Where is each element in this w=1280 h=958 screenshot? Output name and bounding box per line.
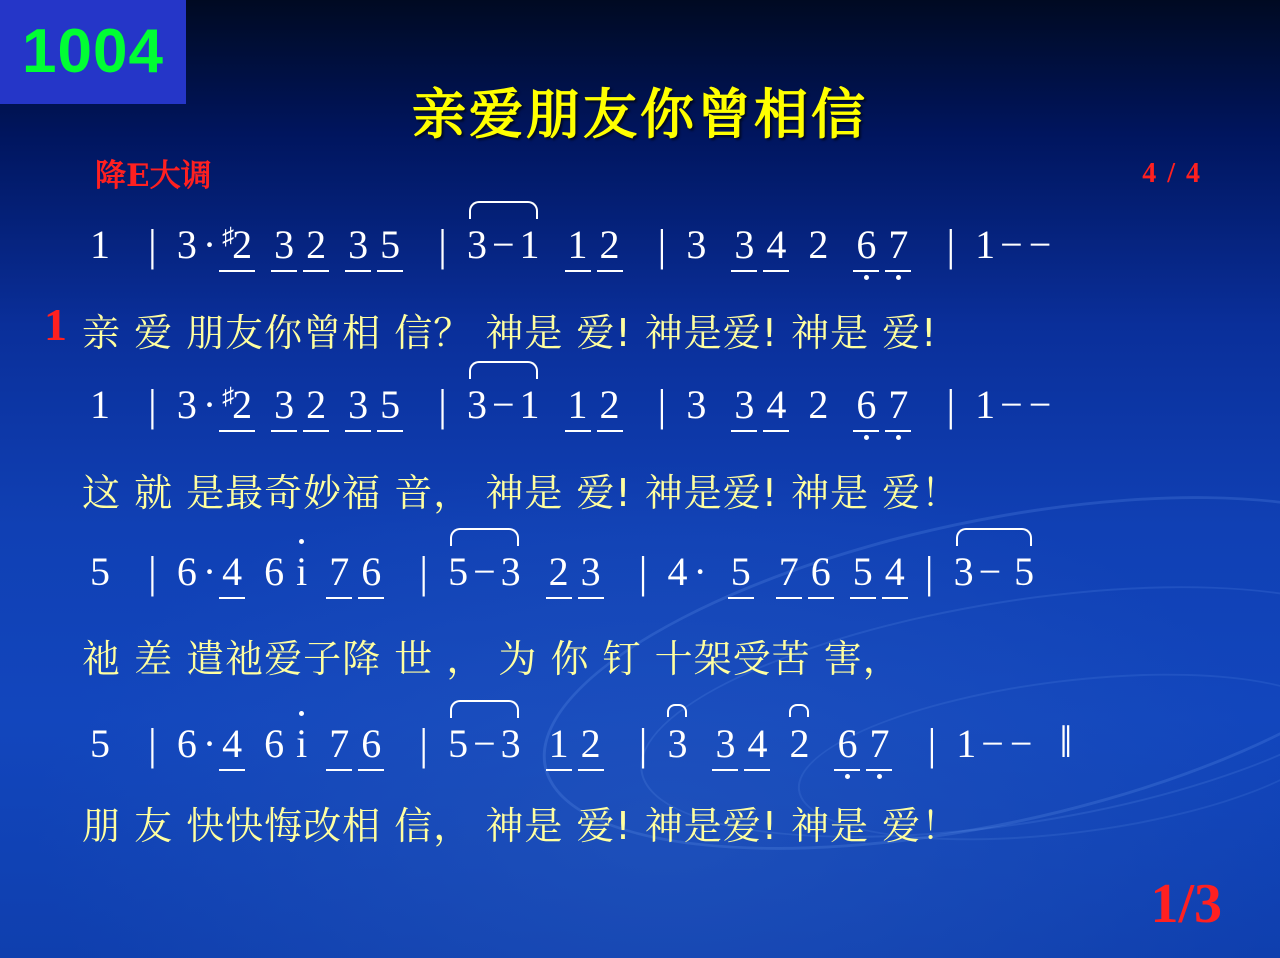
verse-number-label: 1 [44,299,67,350]
hymn-number-text: 1004 [22,17,164,86]
time-signature-label: 4 / 4 [1142,158,1202,189]
lyrics-line-2: 这 就 是最奇妙福 音， 神是 爱! 神是爱! 神是 爱！ [82,471,961,515]
notation-line-3: 5 | 6 · 4 6 i 7 6 | 5 − 3 2 3 | 4 · 5 7 6 5 4 | 3 − 5 [90,548,1035,597]
key-signature-label: 降E大调 [95,158,212,194]
notation-line-2: 1 | 3 · ♯2 3 2 3 5 | 3 − 1 1 2 | 3 3 4 2 6 7 | 1 − − [90,381,1052,430]
notation-line-4: 5 | 6 · 4 6 i 7 6 | 5 − 3 1 2 | 3 3 4 2 6 7 | 1 − − ‖ [90,716,1069,769]
lyrics-line-4: 朋 友 快快悔改相 信， 神是 爱! 神是爱! 神是 爱！ [82,804,961,848]
lyrics-line-3: 祂 差 遣祂爱子降 世 ， 为 你 钉 十架受苦 害， [82,637,902,681]
page-indicator: 1/3 [1150,873,1222,935]
lyrics-line-1: 亲 爱 朋友你曾相 信？ 神是 爱! 神是爱! 神是 爱! [82,311,938,355]
page-title: 亲爱朋友你曾相信 [412,83,868,146]
notation-line-1: 1 | 3 · ♯2 3 2 3 5 | 3 − 1 1 2 | 3 3 4 2 6 7 | 1 − − [90,221,1052,270]
